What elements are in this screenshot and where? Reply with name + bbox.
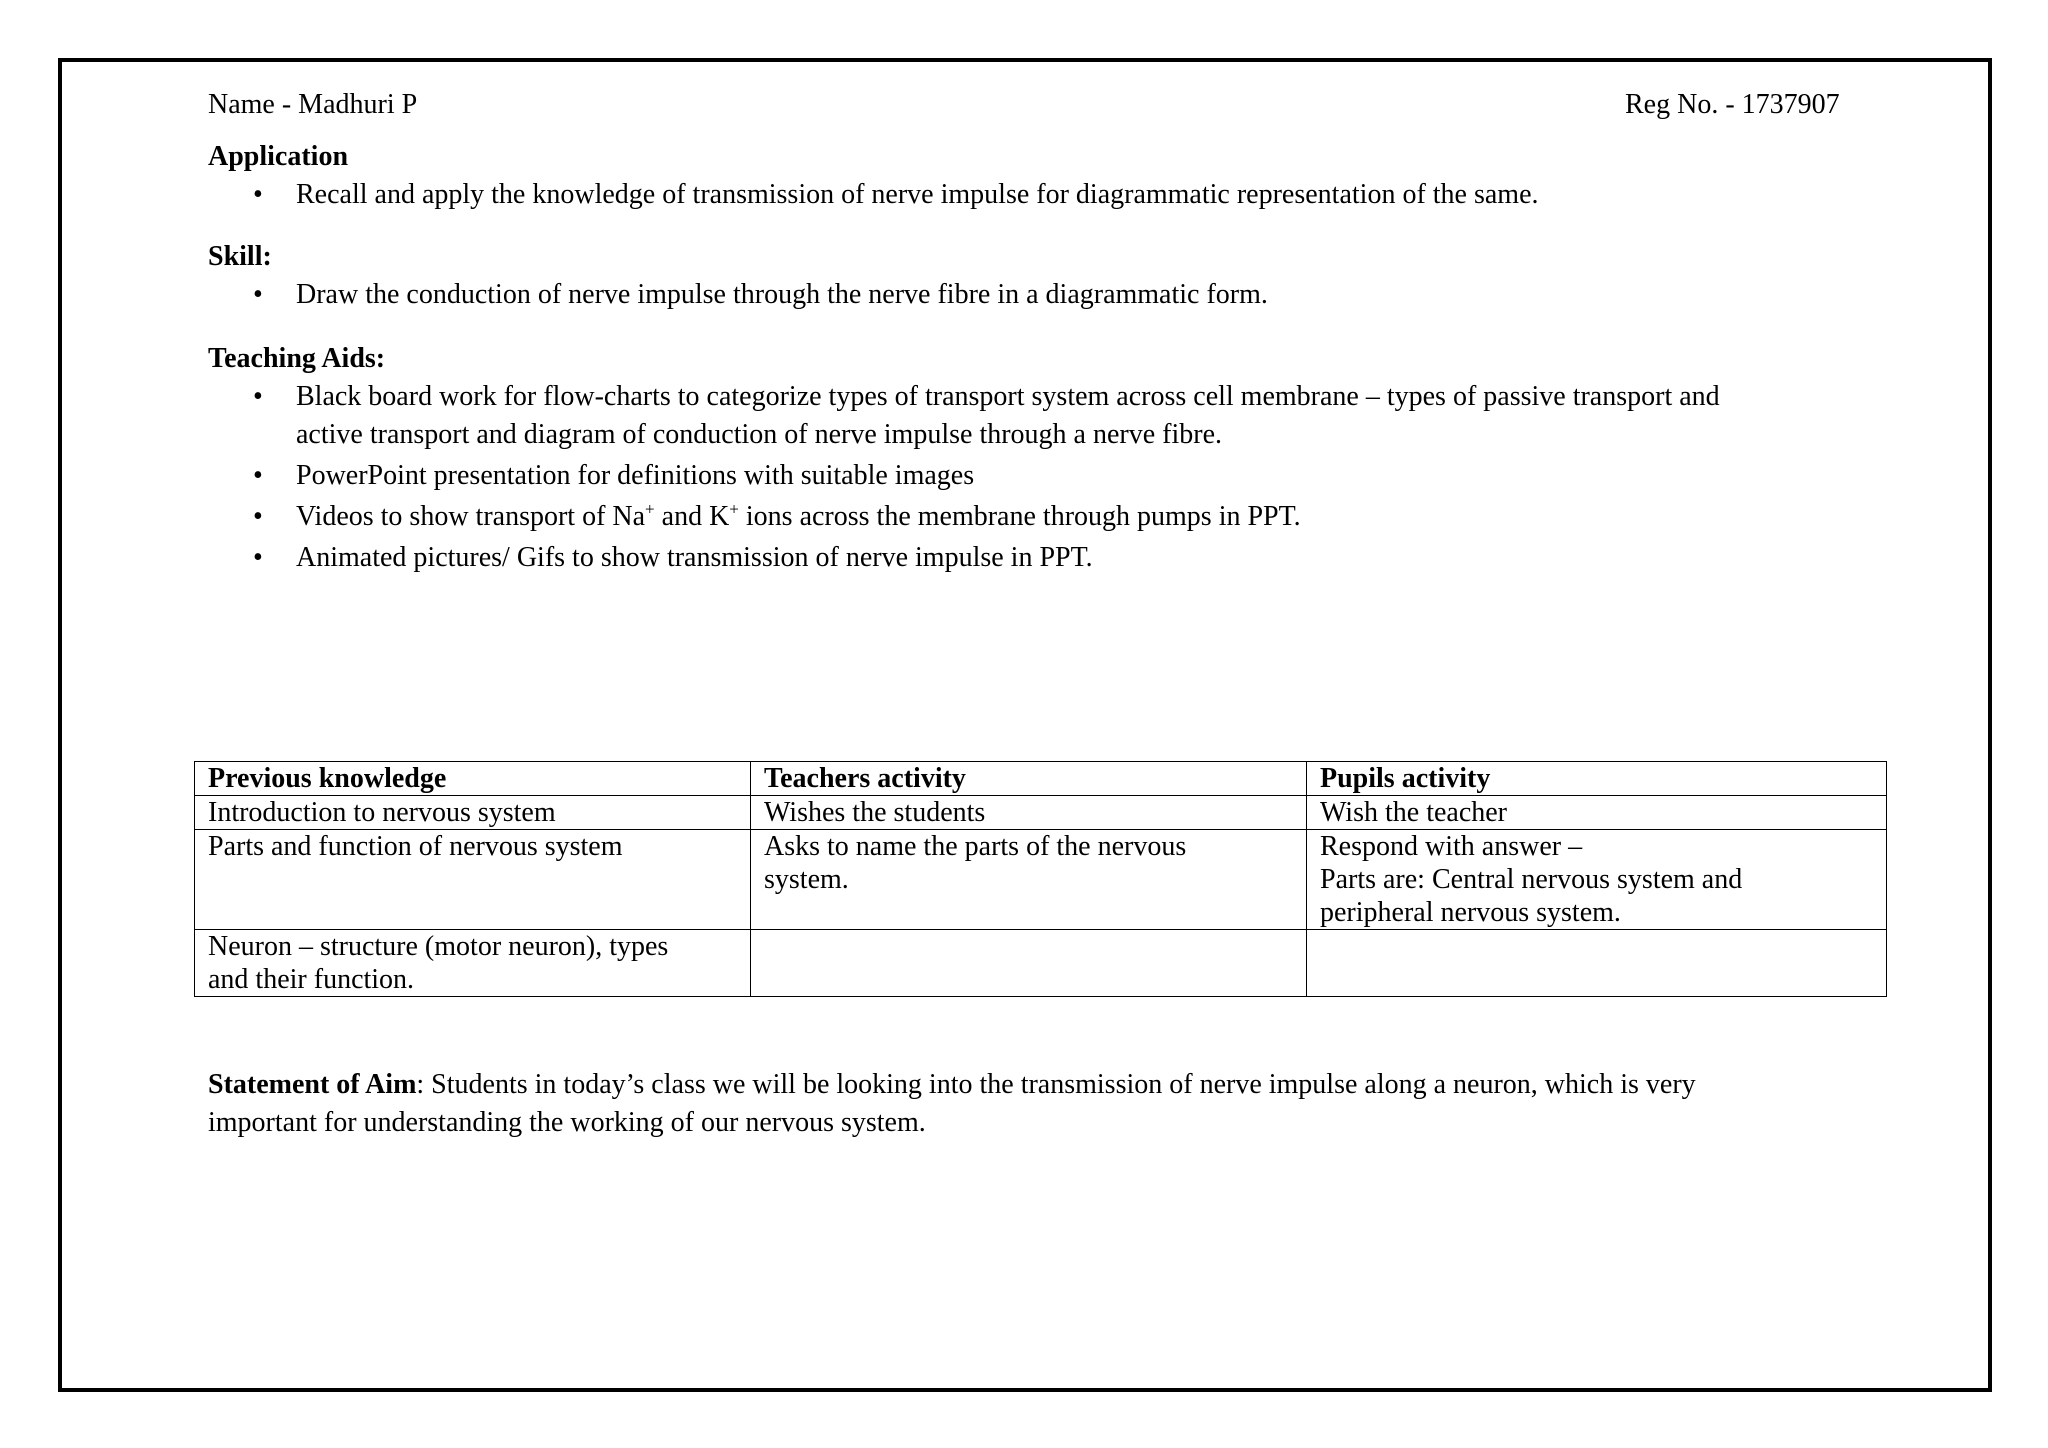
table-cell (1307, 930, 1887, 997)
document-body (208, 86, 1888, 580)
teaching-aids-list (208, 378, 1888, 577)
list-item (208, 378, 1888, 454)
application-list (208, 176, 1888, 214)
skill-list (208, 276, 1888, 314)
superscript-plus: + (729, 499, 739, 519)
column-header: Teachers activity (751, 762, 1307, 796)
cell-line: Parts and function of nervous system (208, 831, 623, 862)
table-cell (1307, 830, 1887, 930)
knowledge-table (194, 761, 1887, 997)
cell-line: Neuron – structure (motor neuron), types (208, 931, 669, 962)
cell-line: system. (764, 864, 849, 895)
table-cell (1307, 796, 1887, 830)
list-item (208, 498, 1888, 536)
text-fragment: Videos to show transport of Na (296, 501, 646, 532)
table-cell (751, 796, 1307, 830)
aim-text: important for understanding the working of our nervous system. (208, 1107, 926, 1138)
teaching-aids-heading: Teaching Aids: (208, 343, 386, 374)
aim-text: : Students in today’s class we will be looking into the transmission of nerve impulse along a neuron, which is very (416, 1069, 1696, 1100)
table-row (195, 796, 1887, 830)
table-row (195, 830, 1887, 930)
statement-of-aim (208, 1066, 1808, 1142)
table-header-row (195, 762, 1887, 796)
text-fragment: and K (654, 501, 730, 532)
list-item: • Draw the conduction of nerve impulse through the nerve fibre in a diagrammatic form. (208, 276, 1888, 314)
list-item: • Animated pictures/ Gifs to show transmission of nerve impulse in PPT. (208, 539, 1888, 577)
cell-line: Introduction to nervous system (208, 797, 556, 828)
knowledge-table-wrap (194, 761, 1886, 997)
list-item: • Recall and apply the knowledge of transmission of nerve impulse for diagrammatic representation of the same. (208, 176, 1888, 214)
aim-label: Statement of Aim (208, 1069, 417, 1100)
cell-line: peripheral nervous system. (1320, 897, 1621, 928)
table-cell (751, 930, 1307, 997)
registration-number: Reg No. - 1737907 (1625, 89, 1840, 120)
column-header: Previous knowledge (195, 762, 751, 796)
cell-line: and their function. (208, 964, 415, 995)
cell-line: Wishes the students (764, 797, 986, 828)
cell-line: Wish the teacher (1320, 797, 1508, 828)
header-row (208, 86, 1888, 124)
table-cell (195, 796, 751, 830)
cell-line: Parts are: Central nervous system and (1320, 864, 1743, 895)
text-fragment: ions across the membrane through pumps in PPT. (738, 501, 1301, 532)
application-heading: Application (208, 141, 349, 172)
list-item-line: Black board work for flow-charts to categorize types of transport system across cell membrane – types of passive transport and (296, 381, 1720, 412)
skill-heading: Skill: (208, 241, 272, 272)
student-name: Name - Madhuri P (208, 89, 418, 120)
cell-line: Asks to name the parts of the nervous (764, 831, 1187, 862)
table-row (195, 930, 1887, 997)
table-cell (195, 930, 751, 997)
superscript-plus: + (645, 499, 655, 519)
column-header: Pupils activity (1307, 762, 1887, 796)
list-item-line: active transport and diagram of conduction of nerve impulse through a nerve fibre. (296, 419, 1223, 450)
table-cell (195, 830, 751, 930)
list-item: • PowerPoint presentation for definitions with suitable images (208, 457, 1888, 495)
table-cell (751, 830, 1307, 930)
cell-line: Respond with answer – (1320, 831, 1583, 862)
